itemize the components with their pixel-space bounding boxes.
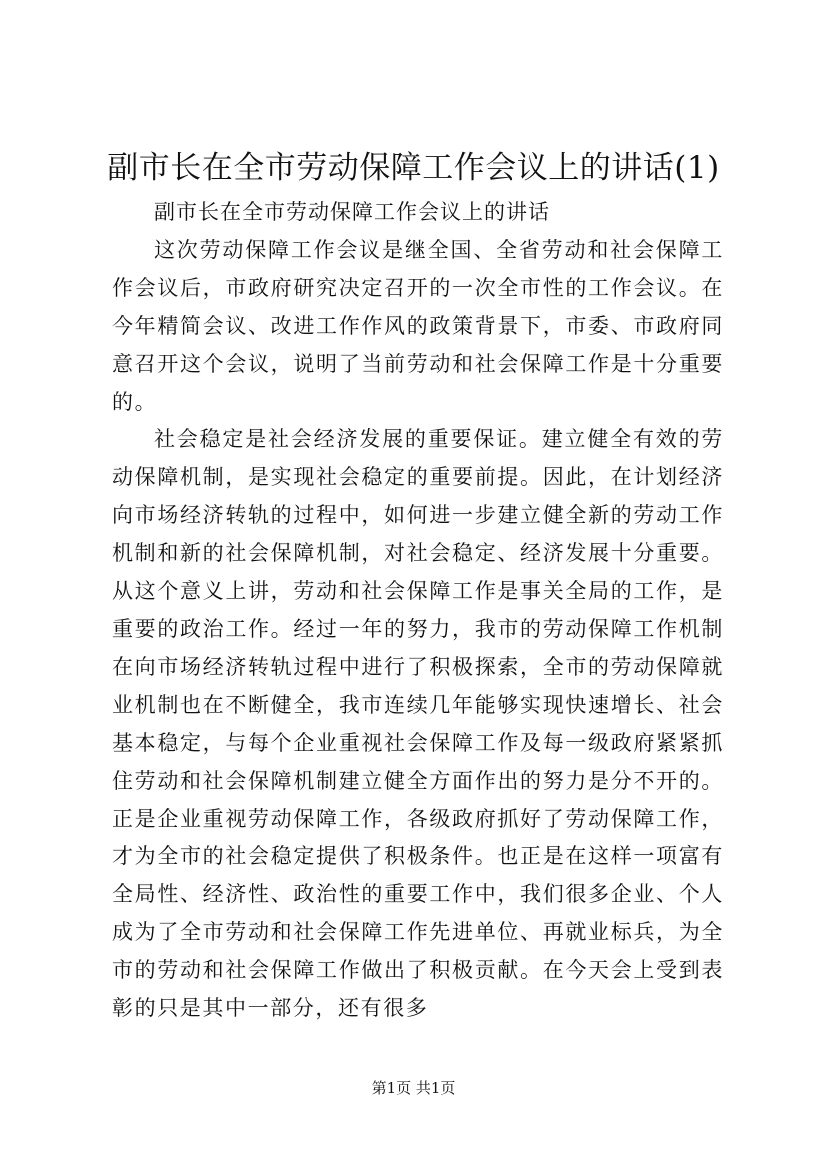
- document-title: 副市长在全市劳动保障工作会议上的讲话(1): [107, 150, 720, 186]
- paragraph-1: 这次劳动保障工作会议是继全国、全省劳动和社会保障工作会议后，市政府研究决定召开的一次全市性的工作会议。在今年精简会议、改进工作作风的政策背景下，市委、市政府同意召开这个会议，说明了当前劳动和社会保障工作是十分重要的。: [112, 237, 724, 414]
- document-body: [112, 194, 724, 1028]
- paragraph-2: 社会稳定是社会经济发展的重要保证。建立健全有效的劳动保障机制，是实现社会稳定的重要前提。因此，在计划经济向市场经济转轨的过程中，如何进一步建立健全新的劳动工作机制和新的社会保障机制，对社会稳定、经济发展十分重要。从这个意义上讲，劳动和社会保障工作是事关全局的工作，是重要的政治工作。经过一年的努力，我市的劳动保障工作机制在向市场经济转轨过程中进行了积极探索，全市的劳动保障就业机制也在不断健全，我市连续几年能够实现快速增长、社会基本稳定，与每个企业重视社会保障工作及每一级政府紧紧抓住劳动和社会保障机制建立健全方面作出的努力是分不开的。正是企业重视劳动保障工作，各级政府抓好了劳动保障工作，才为全市的社会稳定提供了积极条件。也正是在这样一项富有全局性、经济性、政治性的重要工作中，我们很多企业、个人成为了全市劳动和社会保障工作先进单位、再就业标兵，为全市的劳动和社会保障工作做出了积极贡献。在今天会上受到表彰的只是其中一部分，还有很多: [112, 427, 724, 1021]
- page-footer: 第1页 共1页: [371, 1079, 456, 1097]
- document-subtitle: 副市长在全市劳动保障工作会议上的讲话: [154, 200, 550, 224]
